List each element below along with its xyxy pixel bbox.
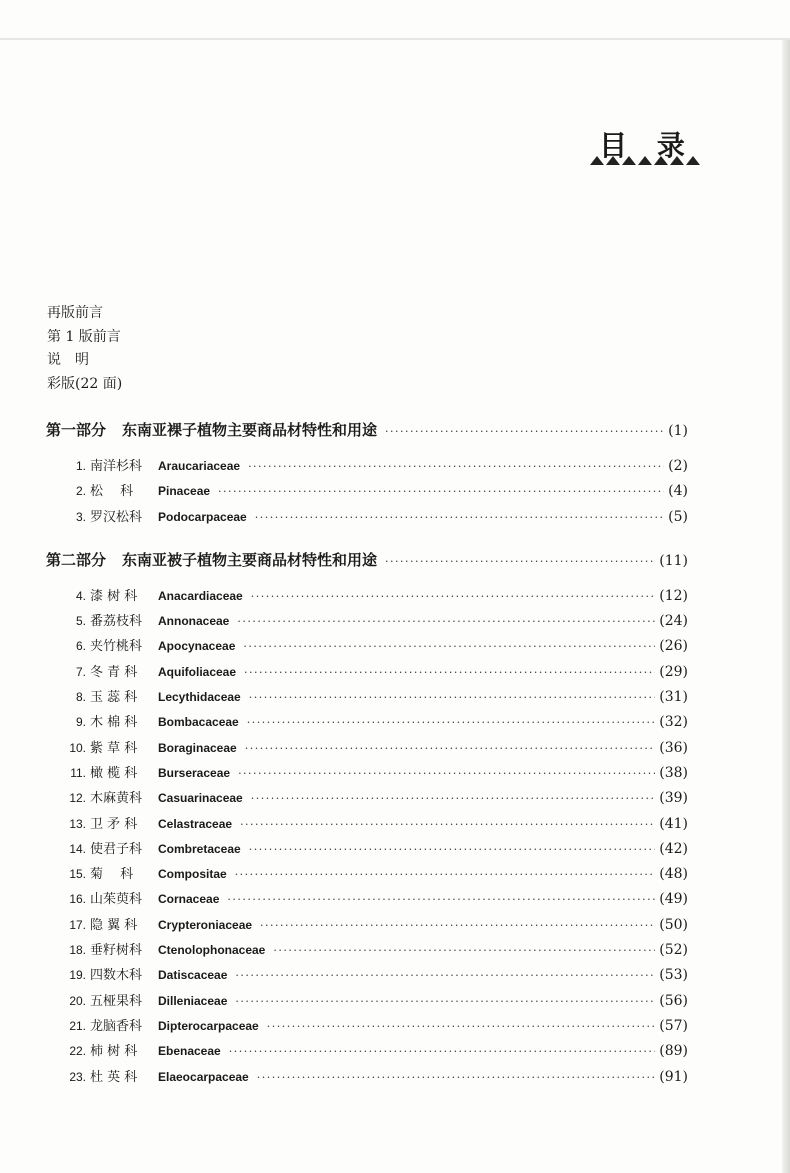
leader-dots [245, 736, 656, 761]
entry-page-number: (24) [659, 613, 688, 630]
entry-chinese-name: 龙脑香科 [90, 1018, 143, 1034]
triangle-ornament-icon [606, 156, 620, 165]
entry-number: 9. [75, 715, 86, 730]
toc-entry-row[interactable] [46, 837, 688, 862]
leader-dots [247, 710, 656, 735]
part-page-number: (1) [668, 423, 688, 439]
entry-number: 1. [75, 459, 86, 473]
entry-number: 15. [69, 867, 86, 882]
entry-chinese-name: 柿 树 科 [90, 1044, 138, 1060]
triangle-ornament-icon [622, 156, 636, 165]
entry-page-number: (26) [659, 638, 688, 655]
entry-number: 4. [75, 588, 86, 603]
entry-number: 19. [69, 968, 86, 983]
entry-chinese-name: 木 棉 科 [90, 715, 138, 731]
entry-chinese-name: 南洋杉科 [90, 459, 143, 474]
front-matter-item[interactable]: 彩版(22 面) [47, 375, 123, 392]
leader-dots [251, 584, 656, 609]
entry-latin-name: Dilleniaceae [158, 993, 228, 1008]
page-right-edge [782, 40, 790, 1173]
entry-number: 5. [75, 614, 86, 629]
triangle-ornament-icon [670, 156, 684, 165]
entry-page-number: (31) [659, 689, 688, 706]
entry-latin-name: Dipterocarpaceae [158, 1018, 259, 1033]
toc-entry-row[interactable] [46, 660, 688, 685]
toc-entry-row[interactable] [46, 1014, 688, 1039]
toc-entry-row[interactable] [46, 609, 688, 634]
toc-entry-row[interactable] [46, 505, 688, 530]
entry-number: 18. [69, 943, 86, 958]
leader-dots [267, 1014, 656, 1039]
entry-chinese-name: 杜 英 科 [90, 1069, 138, 1085]
entry-number: 3. [75, 509, 86, 524]
toc-entry-row[interactable] [46, 634, 688, 659]
entry-number: 17. [69, 917, 86, 932]
part-page-number: (11) [659, 552, 688, 569]
entry-page-number: (2) [668, 458, 688, 474]
entry-latin-name: Combretaceae [158, 841, 241, 856]
leader-dots [251, 786, 656, 811]
page-title: 目 录 [599, 129, 695, 162]
part-heading-row[interactable] [46, 418, 688, 442]
leader-dots [218, 479, 664, 504]
entry-latin-name: Casuarinaceae [158, 791, 243, 806]
entry-page-number: (56) [659, 992, 688, 1009]
entry-number: 8. [75, 690, 86, 705]
entry-number: 11. [70, 765, 86, 780]
front-matter-list [47, 302, 122, 396]
entry-page-number: (57) [659, 1017, 688, 1034]
entry-number: 16. [69, 892, 86, 907]
entry-number: 6. [75, 639, 86, 654]
leader-dots [235, 963, 655, 988]
leader-dots [237, 609, 655, 634]
entry-number: 22. [69, 1044, 86, 1059]
entry-latin-name: Bombacaceae [158, 715, 239, 730]
leader-dots [385, 420, 664, 444]
entry-page-number: (52) [659, 942, 688, 959]
page-top-edge [0, 38, 790, 40]
front-matter-item[interactable]: 说 明 [47, 352, 89, 368]
entry-chinese-name: 五桠果科 [90, 993, 143, 1009]
toc-entry-row[interactable] [46, 1039, 688, 1064]
entry-chinese-name: 菊 科 [90, 867, 134, 883]
entry-number: 23. [69, 1069, 86, 1084]
front-matter-item[interactable]: 再版前言 [47, 305, 103, 321]
entry-page-number: (91) [659, 1068, 688, 1085]
entry-page-number: (12) [659, 587, 688, 604]
part-label: 第一部分 [46, 421, 107, 439]
entry-chinese-name: 紫 草 科 [90, 740, 138, 756]
entry-chinese-name: 卫 矛 科 [90, 816, 138, 832]
leader-dots [257, 1065, 656, 1090]
entry-page-number: (5) [668, 508, 688, 525]
entry-chinese-name: 使君子科 [90, 841, 143, 857]
entry-number: 13. [69, 816, 86, 831]
entry-latin-name: Pinaceae [158, 484, 211, 499]
leader-dots [244, 660, 655, 685]
toc-entry-row[interactable] [46, 913, 688, 938]
title-ornament [590, 156, 700, 166]
part-title: 东南亚被子植物主要商品材特性和用途 [122, 550, 378, 569]
entry-latin-name: Boraginaceae [158, 740, 237, 755]
entry-chinese-name: 夹竹桃科 [90, 639, 143, 655]
toc-entry-row[interactable] [46, 963, 688, 988]
entry-page-number: (29) [659, 663, 688, 680]
leader-dots [385, 550, 655, 574]
entry-number: 20. [69, 993, 86, 1008]
entry-number: 14. [69, 841, 86, 856]
leader-dots [227, 887, 655, 912]
leader-dots [249, 685, 656, 710]
part-label: 第二部分 [46, 550, 107, 569]
entry-latin-name: Anacardiaceae [158, 588, 243, 603]
entry-chinese-name: 冬 青 科 [90, 664, 138, 680]
entry-latin-name: Elaeocarpaceae [158, 1069, 249, 1084]
entry-chinese-name: 隐 翼 科 [90, 917, 138, 933]
leader-dots [235, 989, 655, 1014]
toc-entry-row[interactable] [46, 454, 688, 479]
entry-chinese-name: 四数木科 [90, 968, 143, 984]
entry-chinese-name: 番荔枝科 [90, 614, 143, 630]
entry-page-number: (41) [659, 815, 688, 832]
entry-chinese-name: 罗汉松科 [90, 509, 143, 525]
leader-dots [260, 913, 655, 938]
entry-page-number: (36) [659, 739, 688, 756]
entry-number: 12. [69, 791, 86, 806]
table-of-contents [46, 418, 688, 1090]
entry-latin-name: Burseraceae [158, 765, 231, 780]
leader-dots [249, 837, 656, 862]
entry-page-number: (53) [659, 967, 688, 984]
entry-latin-name: Crypteroniaceae [158, 917, 253, 932]
entry-chinese-name: 玉 蕊 科 [90, 690, 138, 706]
entry-latin-name: Podocarpaceae [158, 509, 247, 524]
leader-dots [240, 812, 655, 837]
leader-dots [229, 1039, 656, 1064]
front-matter-item[interactable]: 第 1 版前言 [47, 328, 121, 345]
entry-chinese-name: 松 科 [90, 484, 134, 500]
leader-dots [238, 761, 655, 786]
entry-page-number: (89) [659, 1043, 688, 1060]
entry-page-number: (38) [659, 764, 688, 781]
toc-entry-row[interactable] [46, 736, 688, 761]
triangle-ornament-icon [590, 156, 604, 165]
entry-latin-name: Lecythidaceae [158, 690, 241, 705]
entry-chinese-name: 山茱萸科 [90, 892, 143, 908]
toc-entry-row[interactable] [46, 1065, 688, 1090]
spacer [46, 530, 688, 548]
entry-chinese-name: 漆 树 科 [90, 588, 138, 604]
entry-latin-name: Ctenolophonaceae [158, 943, 266, 958]
entry-latin-name: Compositae [158, 867, 227, 882]
entry-page-number: (42) [659, 840, 688, 857]
entry-number: 7. [75, 664, 86, 679]
entry-page-number: (49) [659, 891, 688, 908]
entry-latin-name: Aquifoliaceae [158, 664, 237, 679]
triangle-ornament-icon [638, 156, 652, 165]
entry-page-number: (50) [659, 916, 688, 933]
entry-latin-name: Annonaceae [158, 614, 230, 629]
triangle-ornament-icon [686, 156, 700, 165]
toc-entry-row[interactable] [46, 989, 688, 1014]
toc-entry-row[interactable] [46, 786, 688, 811]
leader-dots [273, 938, 655, 963]
entry-latin-name: Cornaceae [158, 892, 220, 907]
entry-number: 2. [75, 484, 86, 499]
toc-entry-row[interactable] [46, 812, 688, 837]
toc-entry-row[interactable] [46, 479, 688, 504]
toc-entry-row[interactable] [46, 761, 688, 786]
toc-entry-row[interactable] [46, 938, 688, 963]
toc-entry-row[interactable] [46, 584, 688, 609]
toc-entry-row[interactable] [46, 862, 688, 887]
entry-latin-name: Celastraceae [158, 816, 233, 831]
entry-chinese-name: 垂籽树科 [90, 943, 143, 959]
leader-dots [243, 634, 655, 659]
entry-chinese-name: 橄 榄 科 [90, 765, 138, 781]
entry-number: 21. [69, 1018, 86, 1033]
toc-entry-row[interactable] [46, 685, 688, 710]
toc-entry-row[interactable] [46, 710, 688, 735]
entry-page-number: (32) [659, 714, 688, 731]
entry-page-number: (48) [659, 866, 688, 883]
toc-entry-row[interactable] [46, 887, 688, 912]
entry-latin-name: Ebenaceae [158, 1044, 221, 1059]
leader-dots [255, 505, 664, 530]
part-heading-row[interactable] [46, 548, 688, 572]
triangle-ornament-icon [654, 156, 668, 165]
part-title: 东南亚裸子植物主要商品材特性和用途 [122, 421, 378, 439]
entry-chinese-name: 木麻黄科 [90, 791, 143, 807]
entry-page-number: (39) [659, 790, 688, 807]
leader-dots [235, 862, 656, 887]
entry-latin-name: Datiscaceae [158, 968, 228, 983]
entry-latin-name: Araucariaceae [158, 459, 241, 473]
entry-page-number: (4) [668, 483, 688, 500]
leader-dots [248, 454, 664, 479]
entry-number: 10. [69, 740, 86, 755]
entry-latin-name: Apocynaceae [158, 639, 236, 654]
